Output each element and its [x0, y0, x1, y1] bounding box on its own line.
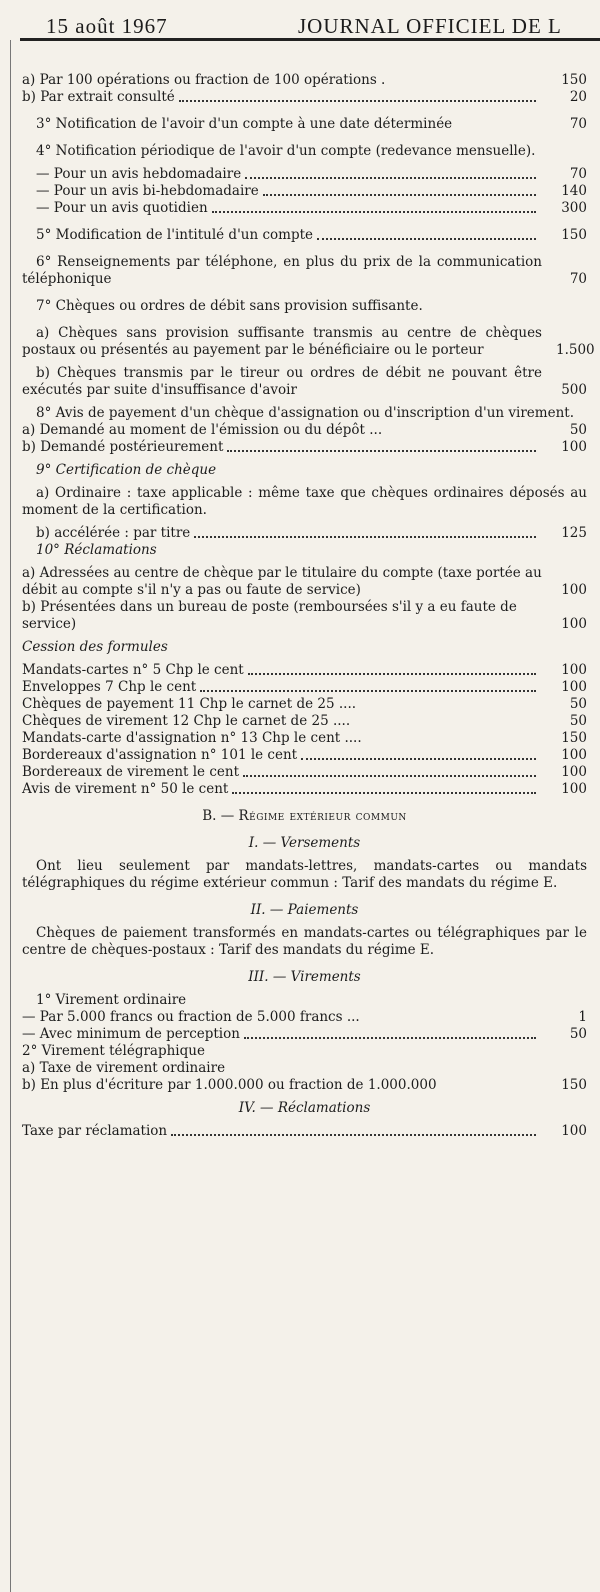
tariff-row: [22, 1009, 587, 1026]
tariff-row: [22, 781, 587, 798]
dot-leader: [244, 1037, 536, 1039]
tariff-value: 100: [561, 662, 587, 678]
tariff-row: [22, 254, 587, 288]
page-header: [0, 0, 600, 38]
tariff-value: 1: [578, 1009, 587, 1025]
tariff-content: [22, 72, 595, 1140]
tariff-label: Bordereaux d'assignation n° 101 le cent: [22, 747, 298, 763]
tariff-label: — Pour un avis bi-hebdomadaire: [36, 183, 259, 199]
section-title-cession: Cession des formules: [22, 639, 168, 655]
tariff-label: b) Présentées dans un bureau de poste (remboursées s'il y a eu faute de service): [22, 599, 522, 632]
tariff-row: [22, 747, 587, 764]
section-b-name: Régime extérieur commun: [238, 808, 407, 824]
tariff-value: 100: [561, 781, 587, 797]
tariff-text: a) Ordinaire : taxe applicable : même taxe que chèques ordinaires déposés au moment de la certification.: [22, 485, 587, 518]
tariff-heading: 4° Notification périodique de l'avoir d'un compte (redevance mensuelle).: [36, 143, 536, 159]
tariff-row: [22, 183, 587, 200]
tariff-label: Avis de virement n° 50 le cent: [22, 781, 229, 797]
tariff-row: [22, 439, 587, 456]
dot-leader: [194, 536, 536, 538]
tariff-row: [22, 565, 587, 599]
tariff-value: 100: [561, 679, 587, 695]
dot-leader: [301, 758, 536, 760]
tariff-label: Taxe par réclamation: [22, 1123, 168, 1139]
tariff-row: [22, 166, 587, 183]
header-journal-title: JOURNAL OFFICIEL DE L: [298, 14, 562, 38]
tariff-label: 3° Notification de l'avoir d'un compte à une date déterminée: [36, 116, 453, 132]
tariff-value: 70: [569, 166, 587, 182]
dot-leader: [200, 690, 536, 692]
tariff-label: a) Demandé au moment de l'émission ou du dépôt ...: [22, 422, 383, 438]
tariff-label: a) Chèques sans provision suffisante transmis au centre de chèques postaux ou présentés au payement par le bénéficiaire ou le porteur: [22, 325, 547, 358]
tariff-label: — Par 5.000 francs ou fraction de 5.000 francs ...: [22, 1009, 360, 1025]
subsection-text-paiements: Chèques de paiement transformés en mandats-cartes ou télégraphiques par le centre de chèques-postaux : Tarif des mandats du régime E.: [22, 925, 587, 958]
tariff-value: 50: [569, 1026, 587, 1042]
dot-leader: [243, 775, 536, 777]
dot-leader: [171, 1134, 536, 1136]
left-margin-rule: [10, 40, 11, 1592]
tariff-label: — Pour un avis quotidien: [36, 200, 208, 216]
tariff-label: b) accélérée : par titre: [36, 525, 191, 541]
section-b-prefix: B. —: [202, 808, 239, 824]
tariff-row: [22, 325, 595, 359]
tariff-label: Chèques de virement 12 Chp le carnet de 25 ....: [22, 713, 351, 729]
subsection-title-reclamations: IV. — Réclamations: [238, 1100, 371, 1116]
tariff-value: 125: [561, 525, 587, 541]
dot-leader: [317, 238, 536, 240]
dot-leader: [245, 177, 536, 179]
dot-leader: [232, 792, 536, 794]
tariff-value: 20: [569, 89, 587, 105]
dot-leader: [248, 673, 536, 675]
tariff-row: [22, 696, 587, 713]
tariff-label: a) Adressées au centre de chèque par le titulaire du compte (taxe portée au débit au compte s'il n'y a pas ou faute de service): [22, 565, 547, 598]
tariff-heading: 2° Virement télégraphique: [22, 1043, 205, 1059]
tariff-row: [22, 679, 587, 696]
tariff-heading: 8° Avis de payement d'un chèque d'assignation ou d'inscription d'un virement.: [36, 405, 574, 421]
tariff-label: Chèques de payement 11 Chp le carnet de 25 ....: [22, 696, 357, 712]
dot-leader: [212, 211, 536, 213]
tariff-value: 140: [561, 183, 587, 199]
tariff-row: [22, 764, 587, 781]
tariff-label: Bordereaux de virement le cent: [22, 764, 240, 780]
tariff-row: [22, 1077, 587, 1094]
tariff-value: 50: [569, 422, 587, 438]
tariff-label: b) Demandé postérieurement: [22, 439, 224, 455]
tariff-row: [22, 365, 587, 399]
tariff-value: 70: [569, 116, 587, 132]
tariff-label: b) En plus d'écriture par 1.000.000 ou fraction de 1.000.000: [22, 1077, 437, 1093]
dot-leader: [263, 194, 536, 196]
tariff-label: Mandats-cartes n° 5 Chp le cent: [22, 662, 244, 678]
tariff-row: [22, 662, 587, 679]
tariff-label: 5° Modification de l'intitulé d'un compte: [36, 227, 314, 243]
tariff-heading: 1° Virement ordinaire: [36, 992, 187, 1008]
tariff-row: [22, 200, 587, 217]
tariff-label: Mandats-carte d'assignation n° 13 Chp le cent ....: [22, 730, 362, 746]
tariff-label: Enveloppes 7 Chp le cent: [22, 679, 197, 695]
tariff-heading: 10° Réclamations: [36, 542, 157, 558]
tariff-value: 1.500: [556, 342, 595, 358]
tariff-row: [22, 89, 587, 106]
dot-leader: [227, 450, 536, 452]
dot-leader: [179, 100, 536, 102]
tariff-row: [22, 1123, 587, 1140]
tariff-label: b) Par extrait consulté: [22, 89, 175, 105]
tariff-row: [22, 1026, 587, 1043]
tariff-heading: a) Taxe de virement ordinaire: [22, 1060, 226, 1076]
tariff-label: 6° Renseignements par téléphone, en plus du prix de la communication téléphonique: [22, 254, 547, 287]
tariff-value: 150: [561, 730, 587, 746]
tariff-value: 100: [561, 439, 587, 455]
tariff-label: — Pour un avis hebdomadaire: [36, 166, 242, 182]
tariff-heading: 9° Certification de chèque: [36, 462, 217, 478]
tariff-value: 50: [569, 713, 587, 729]
header-date: 15 août 1967: [46, 14, 168, 38]
tariff-value: 500: [561, 382, 587, 398]
tariff-label: b) Chèques transmis par le tireur ou ordres de débit ne pouvant être exécutés par suite d'insuffisance d'avoir: [22, 365, 547, 398]
tariff-value: 300: [561, 200, 587, 216]
header-rule: [20, 38, 600, 41]
tariff-label: a) Par 100 opérations ou fraction de 100 opérations .: [22, 72, 386, 88]
tariff-value: 100: [561, 747, 587, 763]
tariff-row: [22, 72, 587, 89]
tariff-row: [22, 730, 587, 747]
tariff-label: — Avec minimum de perception: [22, 1026, 240, 1042]
tariff-value: 100: [561, 764, 587, 780]
tariff-row: [22, 599, 587, 633]
tariff-row: [22, 525, 587, 542]
tariff-value: 150: [561, 72, 587, 88]
section-b-title: [22, 808, 587, 825]
tariff-value: 100: [561, 616, 587, 632]
tariff-value: 100: [561, 1123, 587, 1139]
tariff-heading: 7° Chèques ou ordres de débit sans provision suffisante.: [36, 298, 423, 314]
tariff-row: [22, 227, 587, 244]
tariff-row: [22, 116, 587, 133]
subsection-text-versements: Ont lieu seulement par mandats-lettres, mandats-cartes ou mandats télégraphiques du régime extérieur commun : Tarif des mandats du régime E.: [22, 858, 587, 891]
tariff-value: 150: [561, 1077, 587, 1093]
tariff-value: 70: [569, 271, 587, 287]
tariff-value: 50: [569, 696, 587, 712]
subsection-title-versements: I. — Versements: [248, 835, 361, 851]
tariff-value: 100: [561, 582, 587, 598]
tariff-value: 150: [561, 227, 587, 243]
tariff-row: [22, 713, 587, 730]
subsection-title-virements: III. — Virements: [248, 969, 361, 985]
tariff-row: [22, 422, 587, 439]
subsection-title-paiements: II. — Paiements: [250, 902, 359, 918]
